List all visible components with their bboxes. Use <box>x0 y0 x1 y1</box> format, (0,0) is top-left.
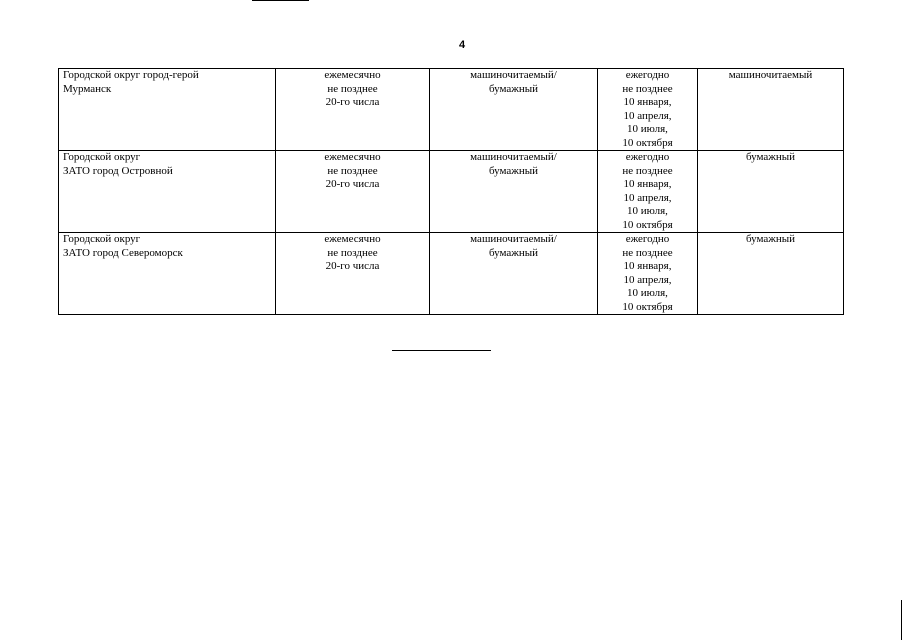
period-cell <box>276 151 430 233</box>
format-cell <box>430 233 598 315</box>
schedule-line6: 10 октября <box>622 300 673 313</box>
schedule-line3: 10 января, <box>623 96 672 108</box>
schedule-line2: не позднее <box>622 82 673 95</box>
municipality-name-line2: Мурманск <box>63 82 112 95</box>
period-cell <box>276 69 430 151</box>
period-line3: 20-го числа <box>325 260 380 272</box>
schedule-line3: 10 января, <box>623 260 672 272</box>
schedule-cell <box>598 69 698 151</box>
schedule-line2: не позднее <box>622 246 673 259</box>
schedule-line1: ежегодно <box>625 69 670 81</box>
end-of-document-rule <box>392 350 491 351</box>
municipality-name-line2: ЗАТО город Островной <box>63 164 173 177</box>
format-line1: машиночитаемый/ <box>470 69 557 81</box>
page-number: 4 <box>458 39 466 51</box>
reporting-table <box>58 68 844 315</box>
top-rule <box>252 0 309 1</box>
format-line2: бумажный <box>488 164 539 177</box>
schedule-line1: ежегодно <box>625 151 670 163</box>
period-line3: 20-го числа <box>325 178 380 190</box>
format2-value: машиночитаемый <box>728 69 813 81</box>
period-line3: 20-го числа <box>325 96 380 108</box>
schedule-line4: 10 апреля, <box>623 191 672 204</box>
schedule-line3: 10 января, <box>623 178 672 190</box>
schedule-line6: 10 октября <box>622 218 673 231</box>
period-line2: не позднее <box>327 164 378 177</box>
format-line1: машиночитаемый/ <box>470 151 557 163</box>
schedule-line4: 10 апреля, <box>623 109 672 122</box>
schedule-line4: 10 апреля, <box>623 273 672 286</box>
format-line2: бумажный <box>488 246 539 259</box>
format2-cell <box>698 69 844 151</box>
period-line2: не позднее <box>327 82 378 95</box>
schedule-line5: 10 июля, <box>627 287 668 299</box>
period-line1: ежемесячно <box>324 69 381 81</box>
format-line1: машиночитаемый/ <box>470 233 557 245</box>
municipality-name-line1: Городской округ <box>63 151 141 163</box>
period-line1: ежемесячно <box>324 151 381 163</box>
table-row <box>59 233 844 315</box>
table-row <box>59 151 844 233</box>
municipality-cell <box>59 233 276 315</box>
municipality-name-line1: Городской округ <box>63 233 141 245</box>
municipality-name-line2: ЗАТО город Североморск <box>63 246 183 259</box>
format2-cell <box>698 233 844 315</box>
scan-edge-line <box>901 600 902 640</box>
table-row <box>59 69 844 151</box>
period-line2: не позднее <box>327 246 378 259</box>
format2-cell <box>698 151 844 233</box>
schedule-line1: ежегодно <box>625 233 670 245</box>
municipality-cell <box>59 69 276 151</box>
period-cell <box>276 233 430 315</box>
format2-value: бумажный <box>745 151 796 163</box>
schedule-line5: 10 июля, <box>627 205 668 217</box>
format-line2: бумажный <box>488 82 539 95</box>
schedule-line2: не позднее <box>622 164 673 177</box>
schedule-cell <box>598 151 698 233</box>
format-cell <box>430 151 598 233</box>
municipality-cell <box>59 151 276 233</box>
schedule-line6: 10 октября <box>622 136 673 149</box>
format-cell <box>430 69 598 151</box>
format2-value: бумажный <box>745 233 796 245</box>
municipality-name-line1: Городской округ город-герой <box>63 69 199 81</box>
schedule-line5: 10 июля, <box>627 123 668 135</box>
period-line1: ежемесячно <box>324 233 381 245</box>
schedule-cell <box>598 233 698 315</box>
